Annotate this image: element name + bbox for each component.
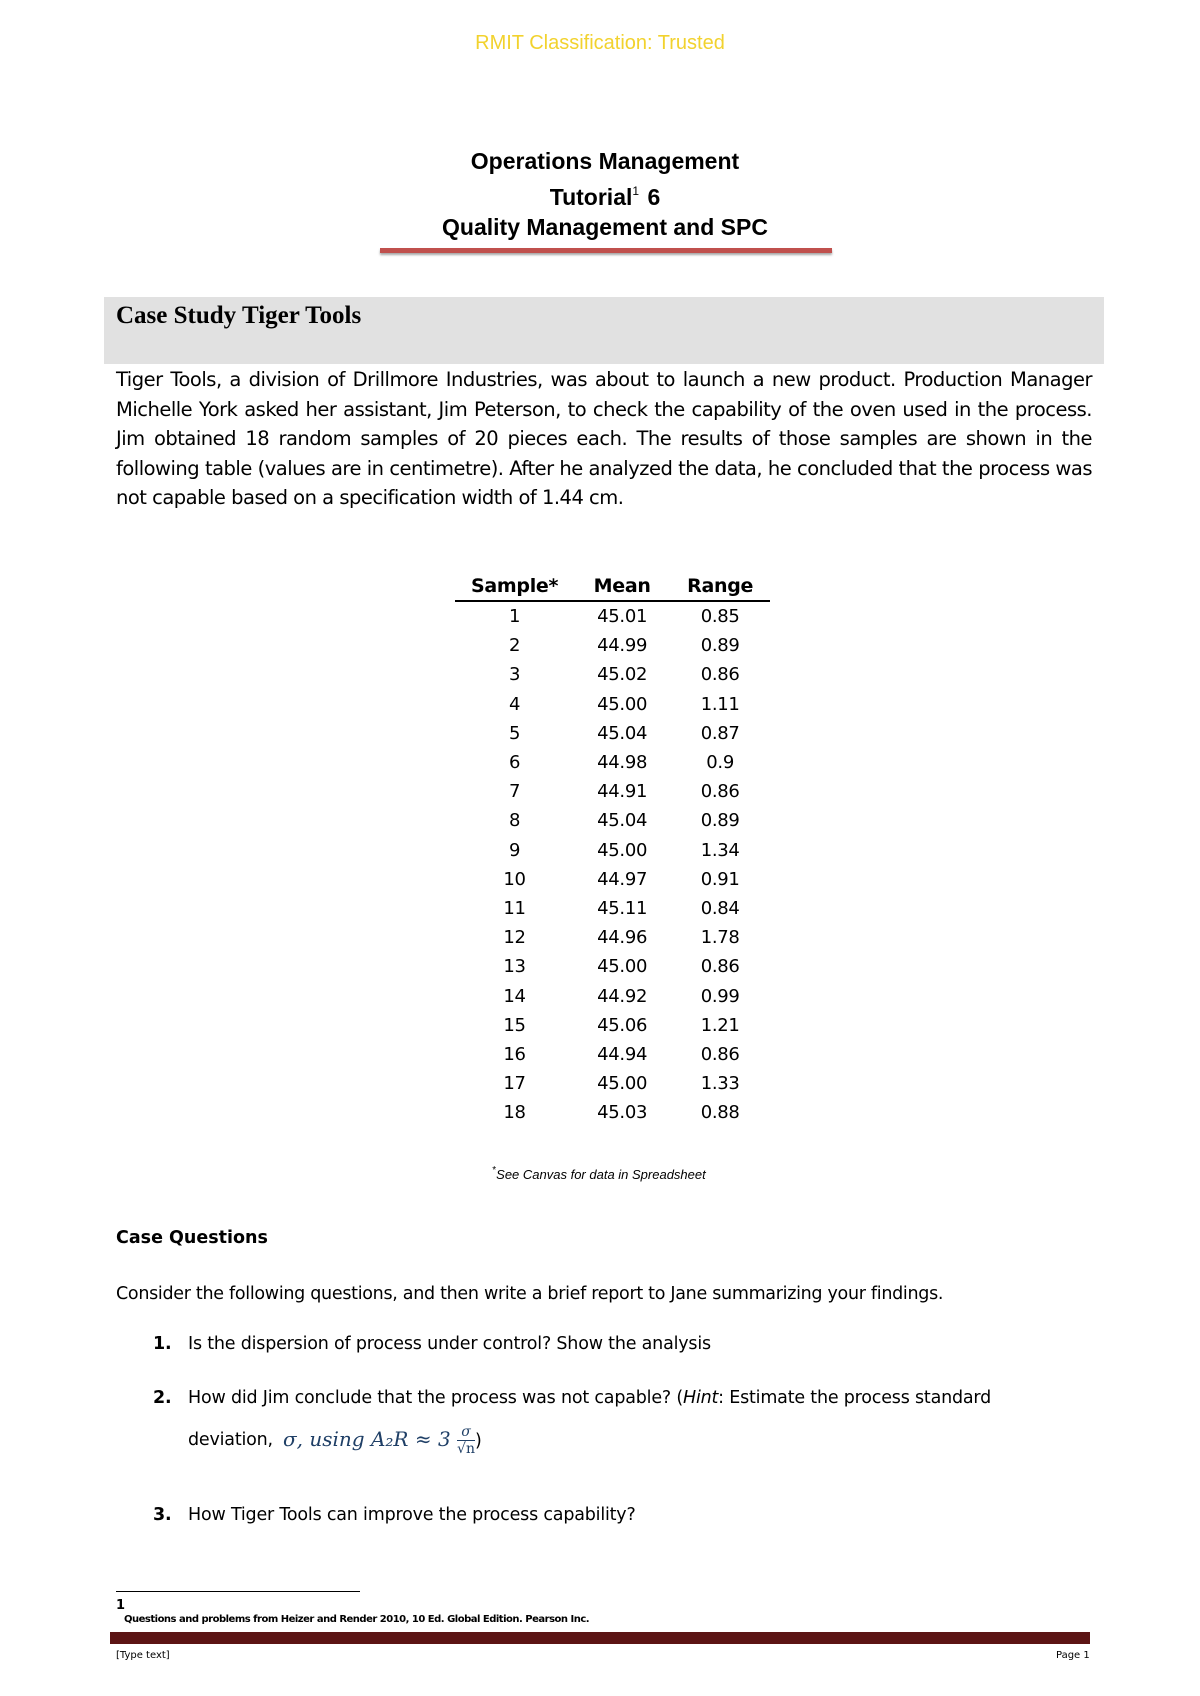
table-row <box>455 806 770 835</box>
title-tutorial: Tutorial <box>549 184 633 210</box>
range-cell: 0.86 <box>700 956 740 978</box>
table-row <box>455 923 770 952</box>
question-2-number: 2. <box>153 1388 172 1408</box>
sample-cell: 8 <box>508 810 521 832</box>
table-note-text: See Canvas for data in Spreadsheet <box>496 1167 706 1182</box>
mean-cell: 44.97 <box>597 868 648 890</box>
sample-cell: 16 <box>503 1043 526 1065</box>
table-row <box>455 1098 770 1127</box>
range-cell: 0.99 <box>700 985 740 1007</box>
range-cell: 0.91 <box>700 868 740 890</box>
mean-cell: 45.06 <box>597 1014 648 1036</box>
sample-cell: 12 <box>503 927 526 949</box>
footnote-text: Questions and problems from Heizer and Render 2010, 10 Ed. Global Edition. Pearson Inc. <box>124 1614 590 1625</box>
case-questions-heading: Case Questions <box>116 1228 268 1248</box>
footnote-mark: 1 <box>116 1598 126 1613</box>
footnote-divider <box>116 1591 360 1592</box>
range-cell: 1.78 <box>700 927 740 949</box>
footer-page-number: Page 1 <box>1056 1650 1090 1661</box>
range-cell: 0.89 <box>700 810 740 832</box>
table-row <box>455 865 770 894</box>
table-header-range: Range <box>670 572 770 601</box>
mean-cell: 45.01 <box>597 606 648 628</box>
range-cell: 0.86 <box>700 1043 740 1065</box>
range-cell: 0.86 <box>700 781 740 803</box>
mean-cell: 45.03 <box>597 1102 648 1124</box>
question-1-number: 1. <box>153 1334 172 1354</box>
sample-cell: 17 <box>503 1073 526 1095</box>
title-line-2 <box>0 176 1200 212</box>
mean-cell: 45.00 <box>597 1073 648 1095</box>
sample-cell: 9 <box>508 839 521 861</box>
range-cell: 0.88 <box>700 1102 740 1124</box>
question-2-hint: Hint <box>682 1388 719 1408</box>
footer-left-text: [Type text] <box>116 1650 170 1661</box>
sample-cell: 1 <box>508 606 521 628</box>
range-cell: 0.89 <box>700 635 740 657</box>
range-cell: 0.86 <box>700 664 740 686</box>
formula-fraction <box>457 1424 475 1457</box>
formula-lhs: σ, using A₂R ≈ 3 <box>283 1427 451 1451</box>
classification-label: RMIT Classification: Trusted <box>475 32 725 54</box>
question-1-text: Is the dispersion of process under control? Show the analysis <box>188 1334 711 1354</box>
table-row <box>455 719 770 748</box>
table-row <box>455 836 770 865</box>
table-header-row <box>455 572 770 601</box>
table-row <box>455 1040 770 1069</box>
question-2-text <box>188 1388 991 1408</box>
mean-cell: 44.91 <box>597 781 648 803</box>
footer-bar <box>110 1632 1090 1644</box>
table-row <box>455 748 770 777</box>
question-3-text: How Tiger Tools can improve the process capability? <box>188 1505 636 1525</box>
case-questions-intro: Consider the following questions, and then write a brief report to Jane summarizing your findings. <box>116 1284 944 1304</box>
mean-cell: 45.04 <box>597 722 648 744</box>
table-row <box>455 1011 770 1040</box>
table-note-mark: * <box>492 1165 497 1176</box>
sample-cell: 7 <box>508 781 521 803</box>
sample-cell: 10 <box>503 868 526 890</box>
formula-close-paren: ) <box>474 1431 482 1451</box>
sigma-formula <box>283 1424 482 1457</box>
mean-cell: 44.96 <box>597 927 648 949</box>
range-cell: 1.34 <box>700 839 740 861</box>
case-intro-paragraph: Tiger Tools, a division of Drillmore Industries, was about to launch a new product. Production Manager Michelle York asked her assistant, Jim Peterson, to check the capability of the oven used in the process. Jim obtained 18 random samples of 20 pieces each. The results of those samples are shown in the following table (values are in centimetre). After he analyzed the data, he concluded that the process was not capable based on a specification width of 1.44 cm. <box>116 368 1092 509</box>
table-row <box>455 1069 770 1098</box>
formula-numerator: σ <box>461 1424 471 1440</box>
title-divider <box>380 248 832 253</box>
question-2-text-b: : Estimate the process standard <box>718 1388 992 1408</box>
sample-cell: 6 <box>508 752 521 774</box>
question-3-number: 3. <box>153 1505 172 1525</box>
sample-cell: 4 <box>508 693 521 715</box>
title-tutorial-number: 6 <box>641 184 661 210</box>
sample-cell: 5 <box>508 722 521 744</box>
table-row <box>455 631 770 660</box>
title-footnote-mark[interactable]: 1 <box>632 184 640 198</box>
sample-cell: 14 <box>503 985 526 1007</box>
range-cell: 1.11 <box>700 693 740 715</box>
document-title <box>0 146 1200 242</box>
sample-cell: 18 <box>503 1102 526 1124</box>
mean-cell: 44.92 <box>597 985 648 1007</box>
question-2-text-a: How did Jim conclude that the process was not capable? ( <box>188 1388 683 1408</box>
mean-cell: 45.00 <box>597 956 648 978</box>
table-header-sample: Sample* <box>455 572 574 601</box>
table-row <box>455 981 770 1010</box>
sample-cell: 15 <box>503 1014 526 1036</box>
mean-cell: 45.00 <box>597 839 648 861</box>
formula-denominator: √n <box>457 1441 475 1457</box>
mean-cell: 45.02 <box>597 664 648 686</box>
mean-cell: 44.94 <box>597 1043 648 1065</box>
mean-cell: 44.99 <box>597 635 648 657</box>
table-note <box>0 1165 1198 1182</box>
table-row <box>455 660 770 689</box>
table-row <box>455 690 770 719</box>
title-line-3: Quality Management and SPC <box>442 214 768 240</box>
range-cell: 0.87 <box>700 722 740 744</box>
range-cell: 0.84 <box>700 897 740 919</box>
mean-cell: 45.00 <box>597 693 648 715</box>
table-body <box>455 601 770 1127</box>
sample-data-table <box>455 572 770 1127</box>
sample-cell: 11 <box>503 897 526 919</box>
mean-cell: 45.11 <box>597 897 648 919</box>
range-cell: 1.33 <box>700 1073 740 1095</box>
table-row <box>455 894 770 923</box>
table-row <box>455 777 770 806</box>
case-heading: Case Study Tiger Tools <box>116 302 362 329</box>
question-2-deviation: deviation, <box>188 1430 273 1450</box>
mean-cell: 44.98 <box>597 752 648 774</box>
sample-cell: 13 <box>503 956 526 978</box>
range-cell: 1.21 <box>700 1014 740 1036</box>
sample-cell: 3 <box>508 664 521 686</box>
table-row <box>455 601 770 631</box>
table-row <box>455 952 770 981</box>
range-cell: 0.85 <box>700 606 740 628</box>
title-line-1: Operations Management <box>470 148 740 174</box>
table-header-mean: Mean <box>574 572 670 601</box>
range-cell: 0.9 <box>706 752 734 774</box>
sample-cell: 2 <box>508 635 521 657</box>
mean-cell: 45.04 <box>597 810 648 832</box>
